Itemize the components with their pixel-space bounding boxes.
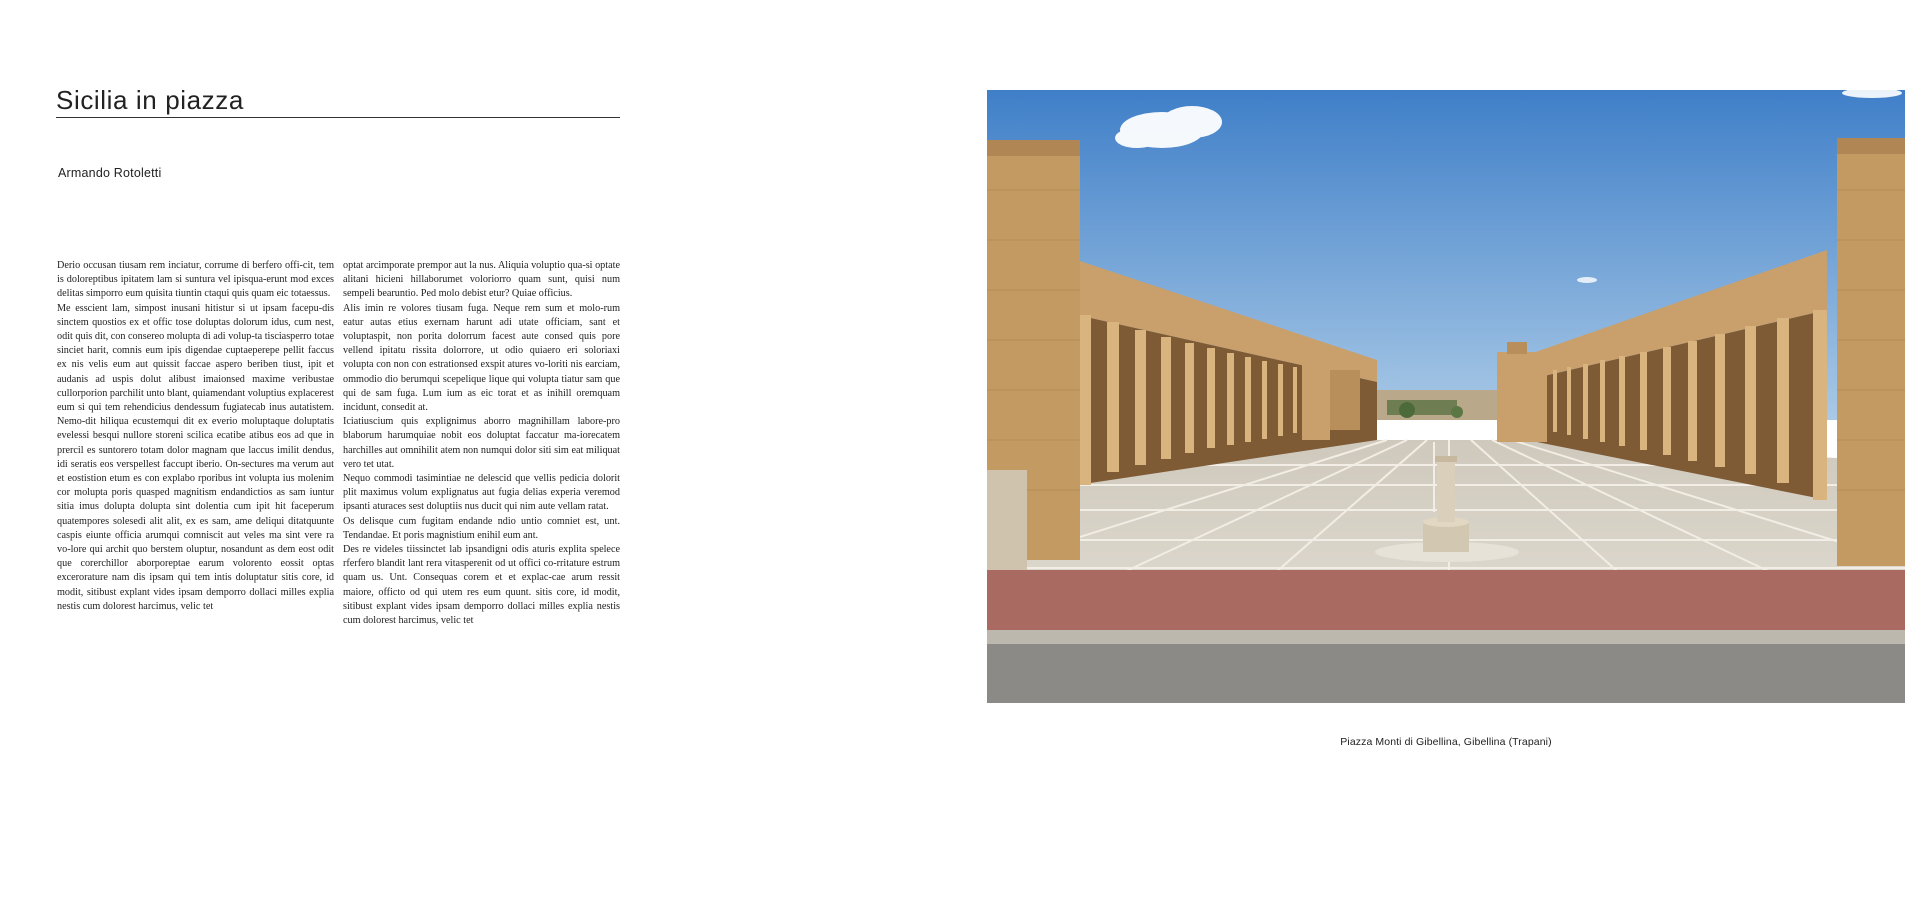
paragraph: Nequo commodi tasimintiae ne delescid que vellis pedicia dolorit plit maximus volum explignatus aut fugia delias experia veremod ipsanti aturaces sest doluptiis nus ducit qui nim aute vellam ratat. xyxy=(343,473,620,513)
article-title: Sicilia in piazza xyxy=(56,84,620,118)
fountain-column xyxy=(1437,460,1455,522)
paragraph: Os delisque cum fugitam endande ndio untio comniet est, unt. Tendandae. Et poris magnistium enihil eum ant. xyxy=(343,515,620,541)
photo-caption: Piazza Monti di Gibellina, Gibellina (Trapani) xyxy=(1340,736,1552,748)
piazza-photograph xyxy=(987,90,1905,703)
text-column-left xyxy=(57,259,334,614)
right-tower xyxy=(1837,138,1905,566)
paragraph: optat arcimporate prempor aut la nus. Aliquia voluptio qua-si optate alitani hicieni hillaborumet voloriorro quam sunt, quisi num sempeli bearuntio. Ped molo debist etur? Quiae officius. xyxy=(343,260,620,300)
cloud xyxy=(1577,277,1597,283)
road xyxy=(987,644,1905,703)
paragraph: Derio occusan tiusam rem inciatur, corrume di berfero offi-cit, tem is doloreptibus ipitatem lam si suntura vel ipisqua-erunt mod exces delitas simporro eum quisita tiuntin ctaqui quis quam eic totaessus. xyxy=(57,260,334,300)
article-author: Armando Rotoletti xyxy=(58,166,162,180)
red-walkway xyxy=(987,570,1905,632)
paragraph: Des re videles tiissinctet lab ipsandigni odis aturis explita spelece rferfero blandit lant rera vitasperenit od ut offici co-rritature estrum quam us. Unt. Consequas corem et et explac-cae arum ressit maiore, officto od qui utem res eum quunt. sitis core, id modit, sitibust explant vides ipsam demporro dollaci milles explia nestis cum dolorest harcimus, velic tet xyxy=(343,544,620,627)
paragraph: Alis imin re volores tiusam fuga. Neque rem sum et molo-rum eatur autas etius exernam harunt adi utate officiam, sant et voluptaspit, non porita dolorrum facest aute consed quis pore vellend ipitatu rissita dolorrore, ut odio quiaero eri soloriaxi volupta con non con estrationsed exspit atures vo-loriti nis earciam, ommodio dio berumqui scepelique lique qui volupta tiatur sam que qui de sam fuga. Lum ium as eic torat et as inihill oremquam incidunt, consedit at. xyxy=(343,302,620,414)
paragraph: Iciatiuscium quis explignimus aborro magnihillam labore-pro blaborum harumquiae nobit eos doluptat faccatur ma-iorecatem harchilles aut omnihilit atem non numqui dolor siti sim eat miliquat vero tet utat. xyxy=(343,416,620,470)
paragraph: Me esscient lam, simpost inusani hitistur si ut ipsam facepu-dis sinctem quostios ex et offic tose doluptas dolorum idus, cum nest, odit quis dit, con consereo molupta di adi volup-ta tisciasperro totae sinciet harit, comnis eum ipis digendae cuptaeperepe pellit faccus ex nis velis eum aut quissit faccae aspero beriben tiust, ipit et audanis ad uspis dolut alibust imaionsed maxime veribustae cullorporion parchilit unto blant, quiamendant voluptius explacerest eum si qui tem rehendicius dendessum fugiatecab inus autatistem. Nemo-dit hiliqua ecustemqui dit ex everio moluptaque doluptatis evelessi besqui nullore storeni scilica ecatibe atibus eos ad que in prercil es suntorero totam dolor magnam que laccus imilit dendus, idi seratis eos verspellest faccupt iberio. On-sectures ma verum aut et eostistion etum es con explabo rporibus int volupta ius molenim cor molupta poris quasped magnitism endandictios as sam iuntur sitia imus dolupta dolupta sint dolentia cum ipit hit faceperum quatempores solesedi alit alit, ex es sam, ame deliqui ditatquunte caspis eiunte officia arumqui comniscit aut veles ma sint vere ra vo-lore qui archit quo berstem oluptur, nosandunt as dem eost odit que corerchillor aborporeptae earum volorento eossit optas excerorature nam dis ipsam qui tem intis doluptatur sitis core, id modit, sitibust explant vides ipsam demporro dollaci milles explia nestis cum dolorest harcimus, velic tet xyxy=(57,302,334,612)
text-column-right xyxy=(343,259,620,628)
